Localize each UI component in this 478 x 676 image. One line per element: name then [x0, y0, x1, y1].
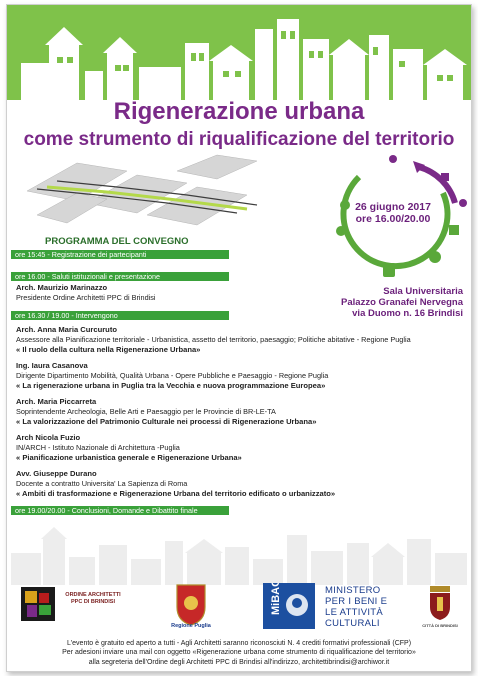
- skyline-top-graphic: [7, 5, 471, 100]
- schedule-bar: ore 16.00 - Saluti istituzionali e presentazione: [11, 272, 229, 281]
- speaker-role: IN/ARCH - Istituto Nazionale di Architettura -Puglia: [16, 443, 180, 452]
- schedule-bar: ore 16.30 / 19.00 - Intervengono: [11, 311, 229, 320]
- puglia-logo: [171, 583, 211, 627]
- speaker-role: Presidente Ordine Architetti PPC di Brindisi: [16, 293, 156, 302]
- skyline-bottom-graphic: [7, 523, 471, 585]
- speaker-role: Dirigente Dipartimento Mobilità, Qualità Urbana - Opere Pubbliche e Paesaggio - Regione Puglia: [16, 371, 329, 380]
- speaker-name: Arch. Maria Piccarreta: [16, 397, 97, 406]
- footer-line: alla segreteria dell'Ordine degli Architetti PPC di Brindisi all'indirizzo, architettibrindisi@archiwor.it: [88, 658, 390, 666]
- talk-title: « La valorizzazione del Patrimonio Culturale nei processi di Rigenerazione Urbana»: [16, 417, 317, 426]
- speaker-name: Ing. Iaura Casanova: [16, 361, 88, 370]
- speaker-role: Soprintendente Archeologia, Belle Arti e Paesaggio per le Provincie di BR-LE-TA: [16, 407, 276, 416]
- poster: [6, 4, 472, 672]
- venue-line: via Duomo n. 16 Brindisi: [352, 308, 463, 319]
- speaker-name: Arch Nicola Fuzio: [16, 433, 81, 442]
- footer-line: Per adesioni inviare una mail con oggetto «Rigenerazione urbana come strumento di riqualificazione del territorio»: [62, 649, 416, 657]
- talk-title: « Il ruolo della cultura nella Rigenerazione Urbana»: [16, 345, 201, 354]
- venue-line: Sala Universitaria: [383, 286, 463, 297]
- poster-title: Rigenerazione urbana: [113, 98, 365, 125]
- brindisi-crest-logo: [427, 585, 453, 621]
- talk-title: « Ambiti di trasformazione e Rigenerazione Urbana del territorio edificato o urbanizzato»: [16, 489, 336, 498]
- mibac-logo: [263, 583, 315, 629]
- speaker-role: Docente a contratto Universita' La Sapienza di Roma: [16, 479, 188, 488]
- architects-logo: [21, 587, 55, 621]
- svg-text:MiBAC: MiBAC: [270, 583, 282, 615]
- venue-line: Palazzo Granafei Nervegna: [341, 297, 463, 308]
- logos-row: [7, 579, 471, 637]
- footer-note: [11, 639, 467, 667]
- mibac-label: MINISTERO PER I BENI E LE ATTIVITÀ CULTURALI: [325, 585, 388, 629]
- event-time: ore 16.00/20.00: [355, 213, 431, 225]
- urban-map-image: [17, 151, 277, 231]
- event-date-time: [345, 201, 441, 225]
- architects-logo-label: ORDINE ARCHITETTI PPC DI BRINDISI: [65, 592, 121, 605]
- speaker-name: Arch. Anna Maria Curcuruto: [16, 325, 117, 334]
- puglia-logo-label: Regione Puglia: [171, 623, 211, 629]
- event-date: 26 giugno 2017: [355, 201, 431, 213]
- speaker-name: Avv. Giuseppe Durano: [16, 469, 97, 478]
- schedule-bar: ore 19.00/20.00 - Conclusioni, Domande e Dibattito finale: [11, 506, 229, 515]
- talk-title: « Pianificazione urbanistica generale e Rigenerazione Urbana»: [16, 453, 242, 462]
- footer-line: L'evento è gratuito ed aperto a tutti - Agli Architetti saranno riconosciuti N. 4 crediti formativi professionali (CFP): [66, 640, 412, 647]
- schedule-bar: ore 15:45 - Registrazione dei partecipanti: [11, 250, 229, 259]
- brindisi-crest-label: CITTÀ DI BRINDISI: [422, 623, 458, 628]
- talk-title: « La rigenerazione urbana in Puglia tra la Vecchia e nuova programmazione Europea»: [16, 381, 326, 390]
- venue-block: [297, 286, 463, 319]
- speaker-name: Arch. Maurizio Marinazzo: [16, 283, 108, 292]
- poster-subtitle: come strumento di riqualificazione del territorio: [23, 129, 455, 150]
- speaker-role: Assessore alla Pianificazione territoriale - Urbanistica, assetto del territorio, paesaggio; Politiche abitative - Regione Puglia: [16, 335, 411, 344]
- program-heading: PROGRAMMA DEL CONVEGNO: [45, 236, 189, 247]
